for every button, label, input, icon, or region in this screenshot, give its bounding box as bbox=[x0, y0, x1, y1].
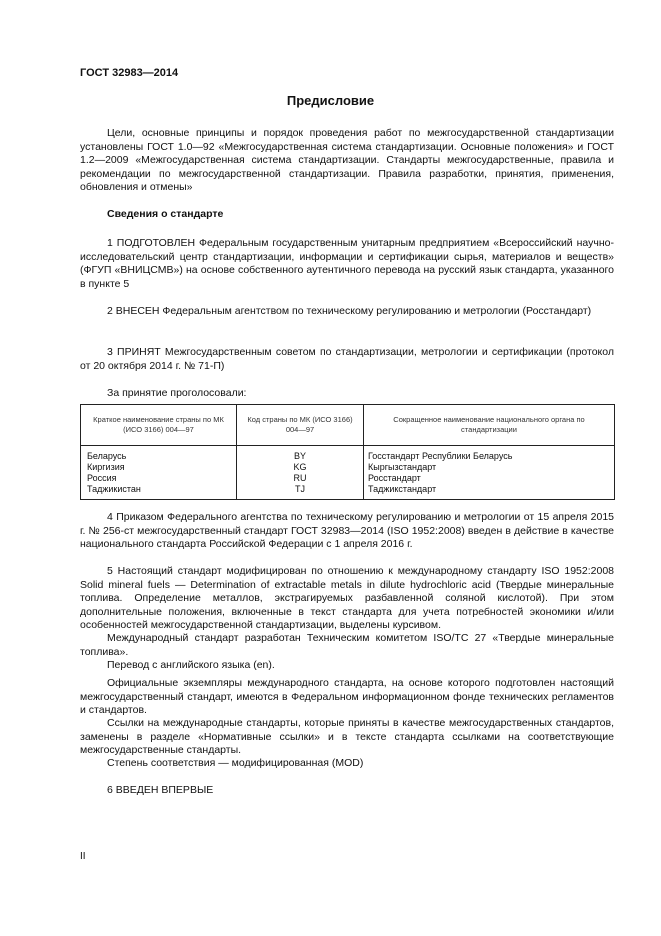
paragraph-3: 3 ПРИНЯТ Межгосударственным советом по стандартизации, метрологии и сертификации (протокол от 20 октября 2014 г. № 71-П) bbox=[80, 346, 614, 372]
code-cell: BY bbox=[237, 446, 364, 463]
country-cell: Россия bbox=[81, 473, 237, 484]
paragraph-5-translation: Перевод с английского языка (en). bbox=[107, 659, 275, 671]
paragraph-5-references: Ссылки на международные стандарты, которые приняты в качестве межгосударственных стандартов, заменены в разделе «Нормативные ссылки» и в тексте стандарта ссылками на соответствующие межгосударственные стандарты. bbox=[80, 717, 614, 756]
voting-table bbox=[80, 404, 615, 500]
section-title: Сведения о стандарте bbox=[107, 208, 224, 220]
code-cell: RU bbox=[237, 473, 364, 484]
paragraph-5-official-copies: Официальные экземпляры международного стандарта, на основе которого подготовлен настоящий межгосударственный стандарт, имеются в Федеральном информационном фонде технических регламентов и стандартов. bbox=[80, 677, 614, 716]
votes-label: За принятие проголосовали: bbox=[107, 387, 247, 399]
body-cell: Госстандарт Республики Беларусь bbox=[364, 446, 615, 463]
table-header-row bbox=[81, 405, 615, 446]
country-cell: Таджикистан bbox=[81, 484, 237, 500]
intro-paragraph: Цели, основные принципы и порядок проведения работ по межгосударственной стандартизации установлены ГОСТ 1.0—92 «Межгосударственная система стандартизации. Основные положения» и ГОСТ 1.2—2009 «Межгосударственная система стандартизации. Стандарты межгосударственные, правила и рекомендации по межгосударственной стандартизации. Правила разработки, принятия, применения, обновления и отмены» bbox=[80, 127, 614, 193]
paragraph-5-committee: Международный стандарт разработан Техническим комитетом ISO/TC 27 «Твердые минеральные топлива». bbox=[80, 632, 614, 658]
table-row bbox=[81, 462, 615, 473]
paragraph-2: 2 ВНЕСЕН Федеральным агентством по техническому регулированию и метрологии (Росстандарт) bbox=[107, 305, 592, 317]
country-cell: Беларусь bbox=[81, 446, 237, 463]
country-cell: Киргизия bbox=[81, 462, 237, 473]
code-cell: TJ bbox=[237, 484, 364, 500]
paragraph-4: 4 Приказом Федерального агентства по техническому регулированию и метрологии от 15 апреля 2015 г. № 256-ст межгосударственный стандарт ГОСТ 32983—2014 (ISO 1952:2008) введен в действие в качестве национального стандарта Российской Федерации с 1 апреля 2016 г. bbox=[80, 511, 614, 550]
column-header-country: Краткое наименование страны по МК (ИСО 3166) 004—97 bbox=[81, 405, 237, 446]
document-code: ГОСТ 32983—2014 bbox=[80, 67, 179, 79]
code-cell: KG bbox=[237, 462, 364, 473]
paragraph-5: 5 Настоящий стандарт модифицирован по отношению к международному стандарту ISO 1952:2008 Solid mineral fuels — Determination of extractable metals in dilute hydrochloric acid (Твердые минеральные топлива. Определение металлов, экстрагируемых разбавленной соляной кислотой). При этом дополнительные положения, включенные в текст стандарта для учета потребностей экономики и/или особенностей межгосударственной стандартизации, выделены курсивом. bbox=[80, 565, 614, 631]
body-cell: Таджикстандарт bbox=[364, 484, 615, 500]
paragraph-6: 6 ВВЕДЕН ВПЕРВЫЕ bbox=[107, 784, 214, 796]
table-row bbox=[81, 473, 615, 484]
page-title: Предисловие bbox=[286, 93, 375, 108]
table-row bbox=[81, 446, 615, 463]
paragraph-1: 1 ПОДГОТОВЛЕН Федеральным государственным унитарным предприятием «Всероссийский научно-исследовательский центр стандартизации, информации и сертификации сырья, материалов и веществ» (ФГУП «ВНИЦСМВ») на основе собственного аутентичного перевода на русский язык стандарта, указанного в пункте 5 bbox=[80, 237, 614, 290]
column-header-code: Код страны по МК (ИСО 3166) 004—97 bbox=[237, 405, 364, 446]
paragraph-5-conformity: Степень соответствия — модифицированная (MOD) bbox=[107, 757, 364, 769]
table-row bbox=[81, 484, 615, 500]
column-header-body: Сокращенное наименование национального органа по стандартизации bbox=[364, 405, 615, 446]
body-cell: Кыргызстандарт bbox=[364, 462, 615, 473]
body-cell: Росстандарт bbox=[364, 473, 615, 484]
page-number: II bbox=[80, 851, 86, 862]
